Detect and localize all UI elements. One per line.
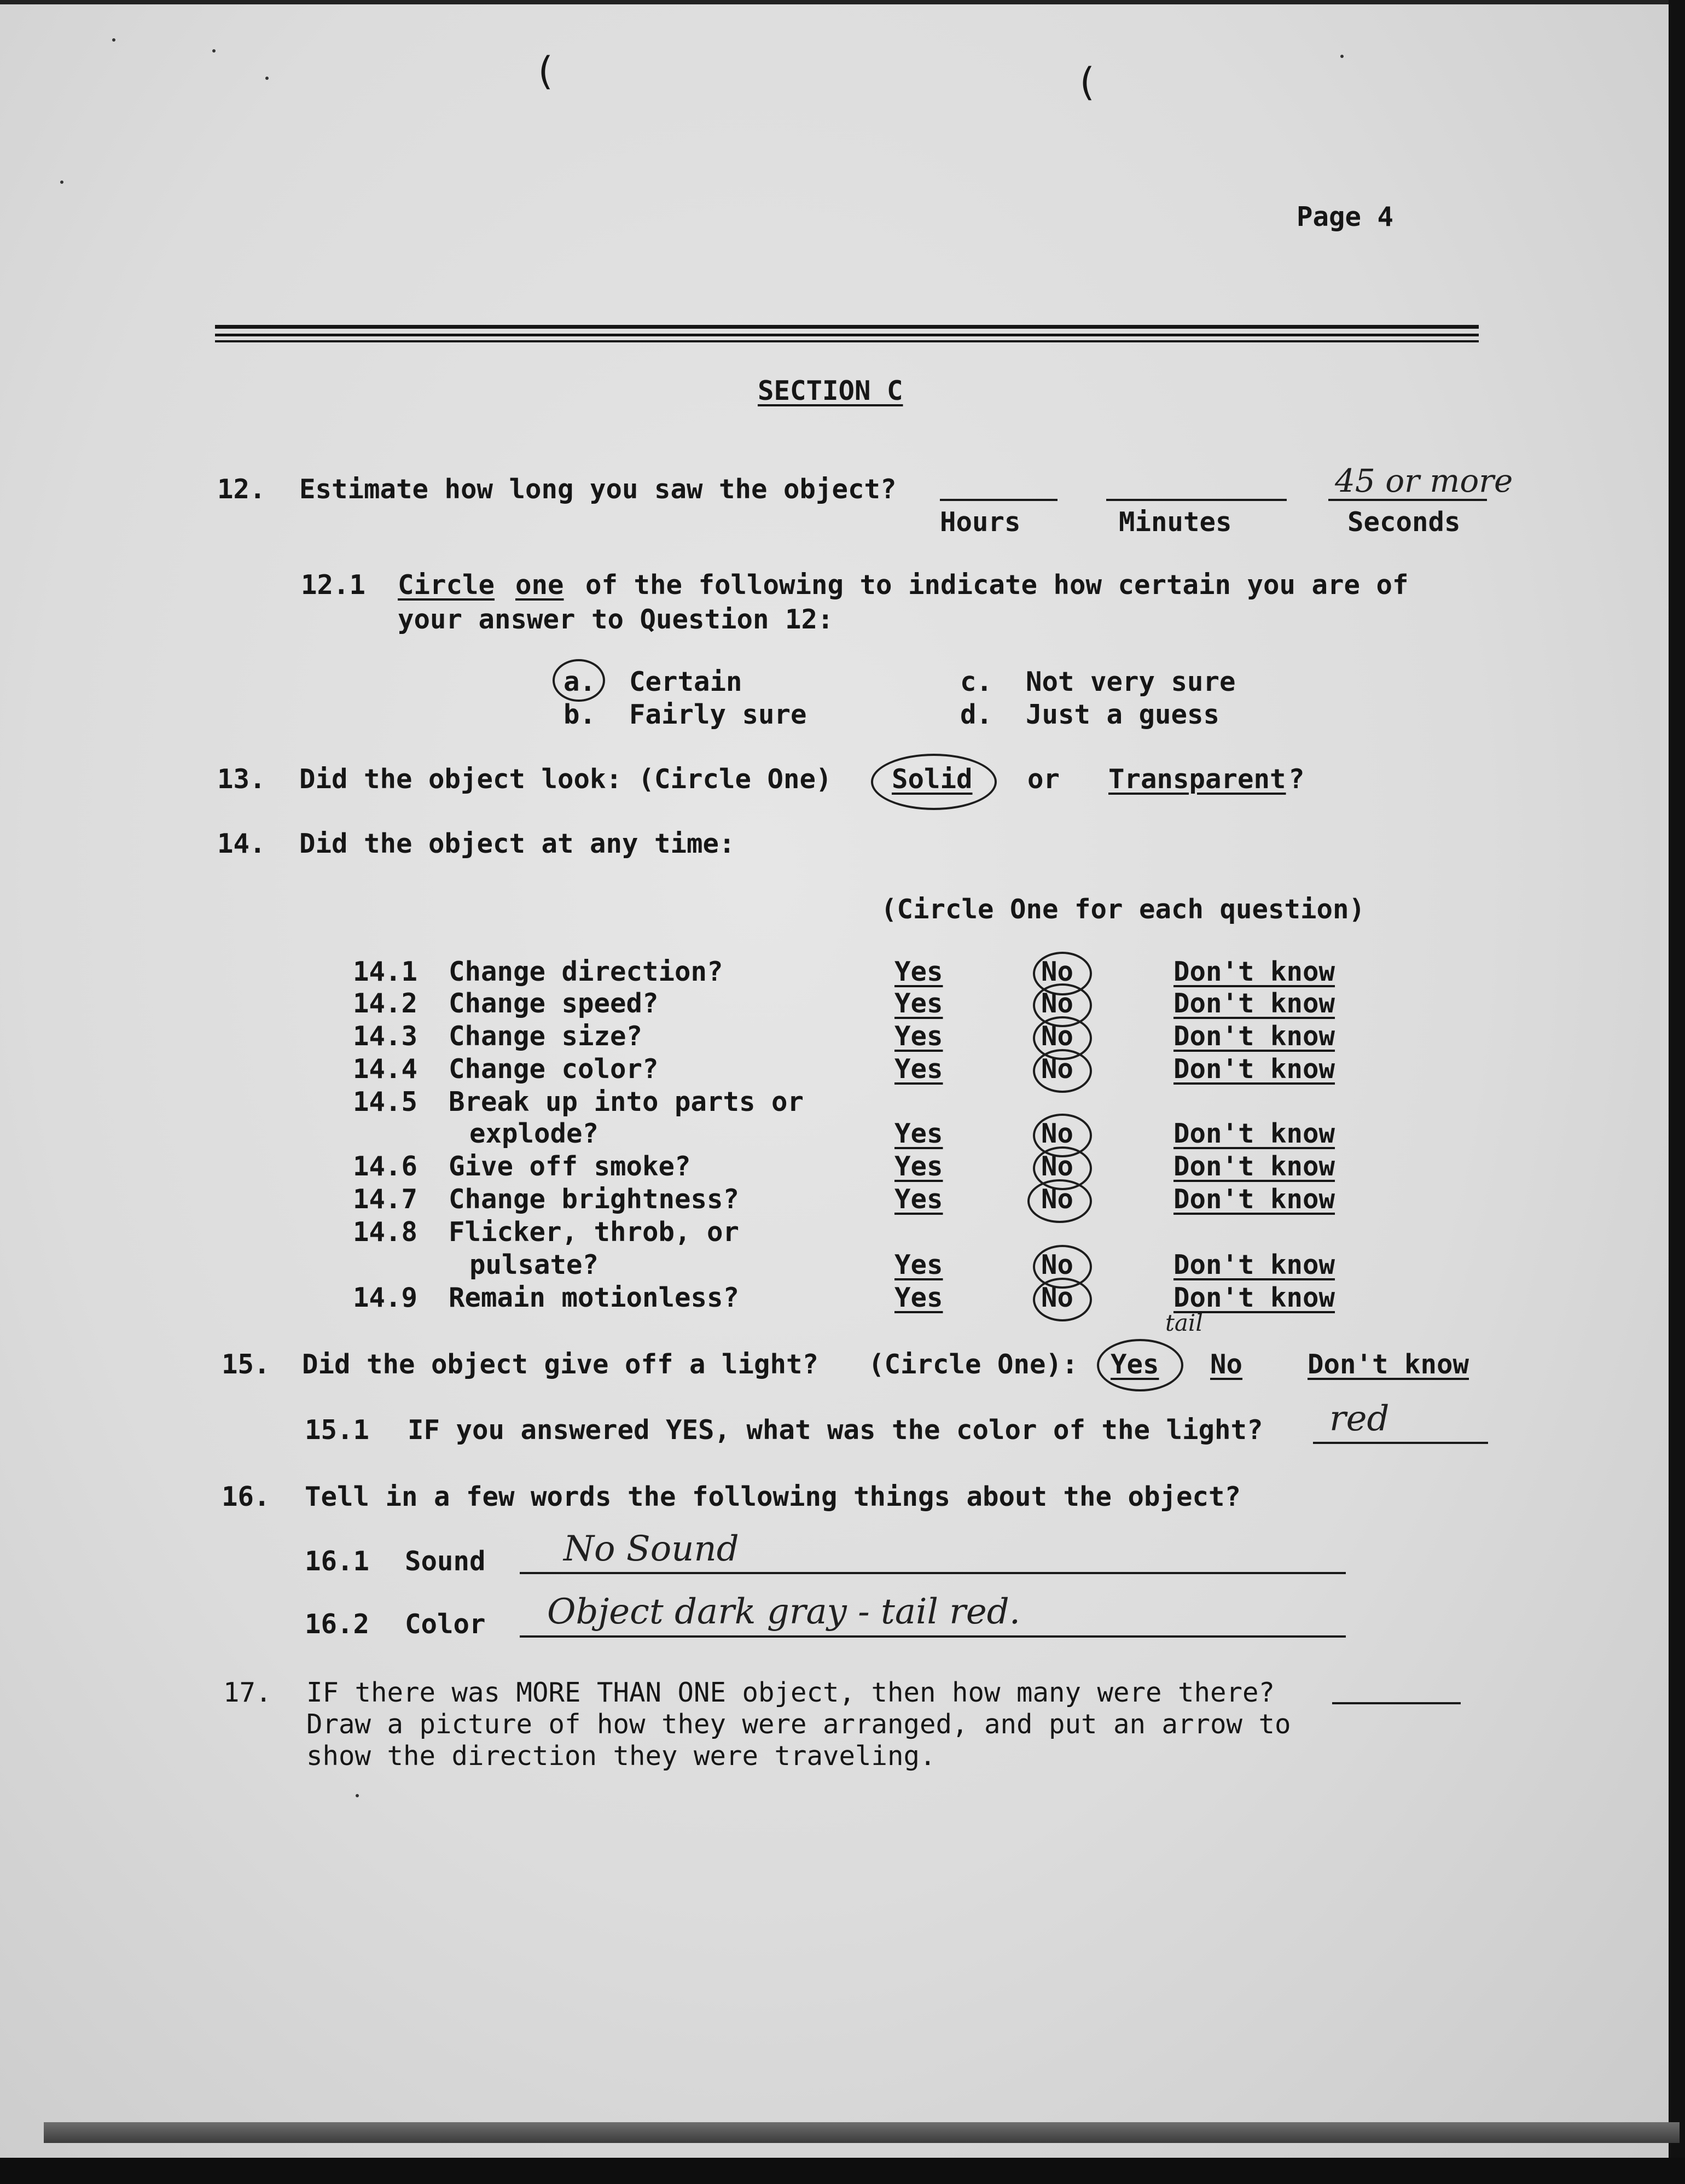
no-option[interactable]: No	[1041, 1184, 1074, 1215]
dont-know-option[interactable]: Don't know	[1173, 1282, 1335, 1313]
scan-speck	[356, 1794, 359, 1797]
option-a-letter[interactable]: a.	[563, 666, 596, 697]
q16-1-number: 16.1	[305, 1546, 370, 1577]
option-a-label[interactable]: Certain	[629, 666, 742, 697]
q15-circle-one: (Circle One):	[868, 1349, 1078, 1380]
yes-option[interactable]: Yes	[894, 1184, 943, 1215]
dont-know-option[interactable]: Don't know	[1173, 1053, 1335, 1085]
scan-speck	[60, 180, 63, 184]
q15-no-option[interactable]: No	[1210, 1349, 1243, 1380]
scan-speck	[1340, 55, 1344, 58]
q17-number: 17.	[223, 1677, 272, 1708]
q13-qmark: ?	[1288, 764, 1305, 795]
page-number: Page 4	[1297, 201, 1394, 232]
color-answer: Object dark gray - tail red.	[547, 1592, 1021, 1632]
hours-field[interactable]	[940, 499, 1058, 501]
seconds-label: Seconds	[1347, 506, 1461, 538]
yes-option[interactable]: Yes	[894, 1053, 943, 1085]
header-rule-mid	[215, 334, 1479, 336]
option-d-label[interactable]: Just a guess	[1026, 699, 1220, 730]
q14-item-number: 14.5	[353, 1086, 418, 1117]
no-option[interactable]: No	[1041, 1118, 1074, 1149]
color-field[interactable]	[520, 1635, 1346, 1638]
no-option[interactable]: No	[1041, 1021, 1074, 1052]
no-option[interactable]: No	[1041, 988, 1074, 1019]
header-rule-bottom	[215, 340, 1479, 342]
minutes-field[interactable]	[1106, 499, 1287, 501]
scan-border-right	[1669, 0, 1685, 2184]
dont-know-option[interactable]: Don't know	[1173, 1021, 1335, 1052]
option-d-letter[interactable]: d.	[960, 699, 993, 730]
minutes-label: Minutes	[1119, 506, 1232, 538]
or-word: or	[1027, 764, 1060, 795]
q12-1-circle-word: Circle	[398, 569, 495, 601]
q14-item-label-cont: explode?	[469, 1118, 599, 1149]
scan-speck	[265, 77, 269, 80]
q14-item-number: 14.8	[353, 1216, 418, 1248]
q16-2-label: Color	[405, 1609, 486, 1640]
q14-item-label: Change size?	[449, 1021, 643, 1052]
header-rule-top	[215, 325, 1479, 329]
no-option[interactable]: No	[1041, 1151, 1074, 1182]
light-color-answer: red	[1329, 1399, 1390, 1439]
section-title: SECTION C	[758, 375, 903, 406]
hours-label: Hours	[940, 506, 1021, 538]
q14-text: Did the object at any time:	[299, 828, 735, 859]
yes-option[interactable]: Yes	[894, 1282, 943, 1313]
q16-2-number: 16.2	[305, 1609, 370, 1640]
q15-1-number: 15.1	[305, 1414, 370, 1446]
solid-option[interactable]: Solid	[892, 764, 973, 795]
q17-line1: IF there was MORE THAN ONE object, then how many were there?	[306, 1677, 1275, 1708]
scan-border-top	[0, 0, 1685, 4]
q16-number: 16.	[222, 1481, 270, 1512]
sound-field[interactable]	[520, 1572, 1346, 1574]
option-c-letter[interactable]: c.	[960, 666, 993, 697]
q14-item-label-cont: pulsate?	[469, 1249, 599, 1280]
q15-annotation: tail	[1165, 1309, 1203, 1336]
dont-know-option[interactable]: Don't know	[1173, 956, 1335, 987]
q14-instruction: (Circle One for each question)	[881, 894, 1366, 925]
q14-item-number: 14.1	[353, 956, 418, 987]
q15-yes-option[interactable]: Yes	[1111, 1349, 1159, 1380]
no-option[interactable]: No	[1041, 956, 1074, 987]
q14-item-number: 14.4	[353, 1053, 418, 1085]
q14-item-label: Change speed?	[449, 988, 659, 1019]
q12-text: Estimate how long you saw the object?	[299, 474, 897, 505]
scan-border-bottom	[0, 2158, 1685, 2184]
yes-option[interactable]: Yes	[894, 988, 943, 1019]
q14-item-label: Change color?	[449, 1053, 659, 1085]
q12-1-text: of the following to indicate how certain you are of	[585, 569, 1409, 601]
q12-number: 12.	[217, 474, 266, 505]
q15-number: 15.	[222, 1349, 270, 1380]
dont-know-option[interactable]: Don't know	[1173, 1151, 1335, 1182]
q12-1-one-word: one	[515, 569, 564, 601]
q14-item-number: 14.3	[353, 1021, 418, 1052]
dont-know-option[interactable]: Don't know	[1173, 1184, 1335, 1215]
q14-item-label: Change direction?	[449, 956, 723, 987]
yes-option[interactable]: Yes	[894, 956, 943, 987]
yes-option[interactable]: Yes	[894, 1249, 943, 1280]
option-c-label[interactable]: Not very sure	[1026, 666, 1236, 697]
no-option[interactable]: No	[1041, 1282, 1074, 1313]
dont-know-option[interactable]: Don't know	[1173, 1249, 1335, 1280]
no-option[interactable]: No	[1041, 1053, 1074, 1085]
yes-option[interactable]: Yes	[894, 1151, 943, 1182]
q14-item-label: Remain motionless?	[449, 1282, 740, 1313]
option-b-letter[interactable]: b.	[563, 699, 596, 730]
light-color-field[interactable]	[1313, 1442, 1488, 1444]
q17-line3: show the direction they were traveling.	[306, 1740, 936, 1772]
q14-item-number: 14.7	[353, 1184, 418, 1215]
option-b-label[interactable]: Fairly sure	[629, 699, 807, 730]
q14-item-label: Break up into parts or	[449, 1086, 804, 1117]
q14-item-number: 14.2	[353, 988, 418, 1019]
object-count-field[interactable]	[1332, 1702, 1461, 1704]
q13-text: Did the object look: (Circle One)	[299, 764, 832, 795]
q16-1-label: Sound	[405, 1546, 486, 1577]
q15-text: Did the object give off a light?	[302, 1349, 819, 1380]
q12-1-text-line2: your answer to Question 12:	[398, 604, 834, 635]
q14-item-label: Give off smoke?	[449, 1151, 691, 1182]
yes-option[interactable]: Yes	[894, 1118, 943, 1149]
scan-shadow-band	[44, 2122, 1680, 2143]
q15-dont-know-option[interactable]: Don't know	[1308, 1349, 1469, 1380]
scan-speck	[212, 49, 216, 53]
q14-item-number: 14.9	[353, 1282, 418, 1313]
no-option[interactable]: No	[1041, 1249, 1074, 1280]
q14-number: 14.	[217, 828, 266, 859]
margin-mark: (	[1075, 60, 1099, 104]
q15-1-text: IF you answered YES, what was the color of the light?	[408, 1414, 1263, 1446]
q13-number: 13.	[217, 764, 266, 795]
yes-option[interactable]: Yes	[894, 1021, 943, 1052]
transparent-option[interactable]: Transparent	[1108, 764, 1286, 795]
dont-know-option[interactable]: Don't know	[1173, 988, 1335, 1019]
scan-speck	[112, 38, 115, 42]
q14-item-label: Flicker, throb, or	[449, 1216, 740, 1248]
sound-answer: No Sound	[563, 1529, 739, 1569]
seconds-answer: 45 or more	[1335, 462, 1513, 499]
margin-mark: (	[533, 49, 557, 94]
q17-line2: Draw a picture of how they were arranged, and put an arrow to	[306, 1709, 1291, 1740]
dont-know-option[interactable]: Don't know	[1173, 1118, 1335, 1149]
q12-1-number: 12.1	[301, 569, 366, 601]
q14-item-label: Change brightness?	[449, 1184, 740, 1215]
q16-text: Tell in a few words the following things about the object?	[305, 1481, 1241, 1512]
q14-item-number: 14.6	[353, 1151, 418, 1182]
